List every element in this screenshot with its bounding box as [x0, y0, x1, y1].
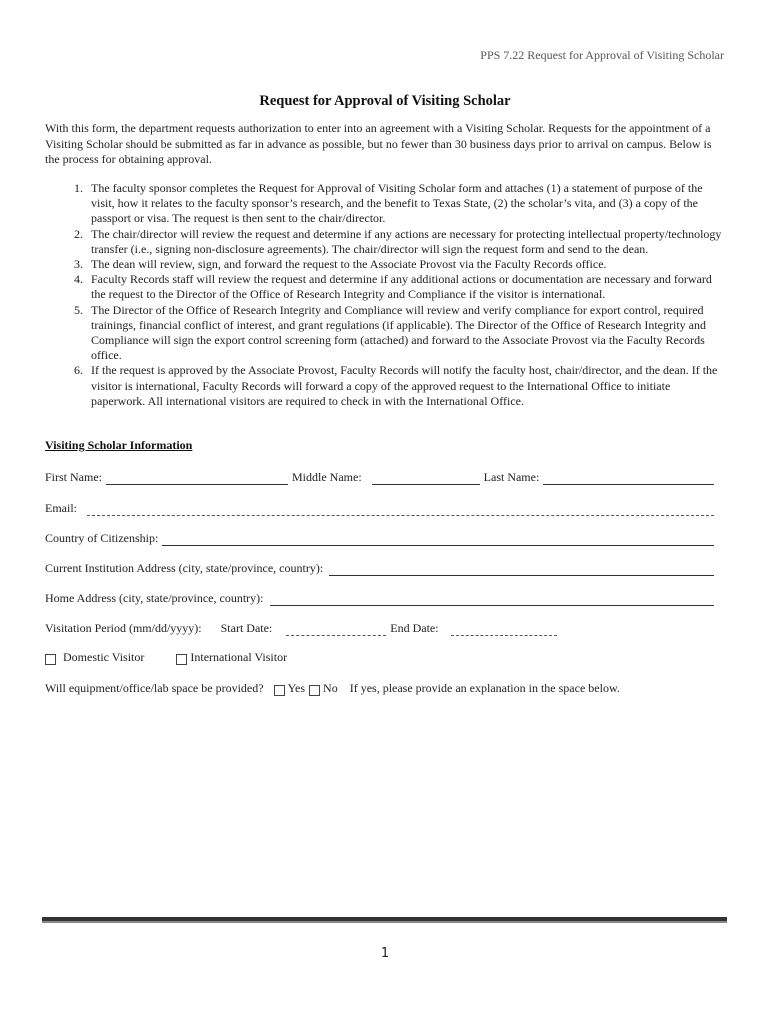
header-doc-ref: PPS 7.22 Request for Approval of Visiting Scholar [480, 48, 724, 62]
email-field[interactable] [87, 504, 714, 516]
institution-address-row [45, 561, 718, 576]
list-item [45, 363, 725, 409]
footer-divider [42, 917, 727, 923]
citizenship-row [45, 531, 718, 546]
domestic-visitor-checkbox[interactable] [45, 654, 56, 665]
first-name-label: First Name: [45, 470, 102, 484]
email-row [45, 501, 718, 516]
citizenship-label: Country of Citizenship: [45, 531, 159, 545]
intro-paragraph: With this form, the department requests authorization to enter into an agreement with a Visiting Scholar. Requests for the appointment of a Visiting Scholar should be submitted as far in advance as possible, but no fewer than 30 business days prior to arrival on campus. Below is the process for obtaining approval. [45, 121, 712, 167]
institution-address-field[interactable] [329, 564, 714, 576]
step-text: The Director of the Office of Research Integrity and Compliance will review and verify compliance for export control, required trainings, financial conflict of interest, and grant regulations (if applicable). The Director of the Office of Research Integrity and Compliance will sign the export control screening form (attached) and forward to the Associate Provost via the Faculty Records office. [91, 302, 706, 363]
step-number: 5. [74, 302, 83, 317]
visitation-period-label: Visitation Period (mm/dd/yyyy): [45, 621, 202, 635]
visitor-type-row [45, 650, 718, 665]
middle-name-label: Middle Name: [292, 470, 362, 484]
section-title-visiting-scholar: Visiting Scholar Information [45, 438, 193, 452]
space-yes-label: Yes [287, 681, 306, 695]
list-item [45, 257, 725, 272]
step-number: 4. [74, 272, 83, 287]
home-address-field[interactable] [270, 594, 715, 606]
step-number: 1. [74, 181, 83, 195]
last-name-field[interactable] [543, 473, 714, 485]
citizenship-field[interactable] [162, 534, 714, 546]
home-address-row [45, 591, 718, 606]
list-item [45, 181, 725, 227]
space-no-label: No [323, 681, 338, 695]
visitation-period-row [45, 621, 718, 636]
step-number: 2. [74, 226, 83, 241]
international-visitor-label: International Visitor [190, 650, 288, 664]
end-date-label: End Date: [390, 621, 439, 635]
step-text: The faculty sponsor completes the Request for Approval of Visiting Scholar form and attaches (1) a statement of purpose of the visit, how it relates to the faculty sponsor’s research, and the benefit to Texas State, (2) the scholar’s vita, and (3) a copy of the passport or visa. The request is then sent to the chair/director. [91, 181, 703, 226]
process-steps-list [45, 181, 725, 409]
space-question-label: Will equipment/office/lab space be provided? [45, 681, 264, 695]
middle-name-field[interactable] [372, 473, 480, 485]
list-item [45, 303, 725, 364]
step-text: If the request is approved by the Associate Provost, Faculty Records will notify the faculty host, chair/director, and the dean. If the visitor is international, Faculty Records will forward a copy of the approved request to the International Office to initiate paperwork. All international visitors are required to check in with the International Office. [91, 363, 718, 408]
international-visitor-checkbox[interactable] [176, 654, 187, 665]
home-address-label: Home Address (city, state/province, country): [45, 591, 264, 605]
page-number: 1 [380, 946, 390, 961]
step-text: The chair/director will review the request and determine if any actions are necessary for protecting intellectual property/technology transfer (i.e., signing non-disclosure agreements). The chair/director will sign the request form and send to the dean. [91, 226, 722, 256]
domestic-visitor-label: Domestic Visitor [63, 650, 145, 664]
step-number: 3. [74, 257, 83, 272]
start-date-field[interactable] [286, 624, 386, 636]
space-question-row [45, 681, 718, 696]
name-row [45, 470, 718, 485]
institution-address-label: Current Institution Address (city, state/province, country): [45, 561, 324, 575]
start-date-label: Start Date: [220, 621, 273, 635]
space-yes-checkbox[interactable] [274, 685, 285, 696]
first-name-field[interactable] [106, 473, 288, 485]
list-item [45, 272, 725, 302]
step-text: The dean will review, sign, and forward the request to the Associate Provost via the Faculty Records office. [91, 257, 607, 272]
email-label: Email: [45, 501, 77, 515]
space-no-checkbox[interactable] [309, 685, 320, 696]
document-title: Request for Approval of Visiting Scholar [259, 93, 511, 109]
step-number: 6. [74, 363, 83, 378]
space-note: If yes, please provide an explanation in the space below. [349, 681, 620, 695]
list-item [45, 227, 725, 257]
end-date-field[interactable] [451, 624, 557, 636]
last-name-label: Last Name: [483, 470, 540, 484]
step-text: Faculty Records staff will review the request and determine if any additional actions or documentation are necessary and forward the request to the Director of the Office of Research Integrity and Compliance if the visitor is international. [91, 272, 712, 302]
